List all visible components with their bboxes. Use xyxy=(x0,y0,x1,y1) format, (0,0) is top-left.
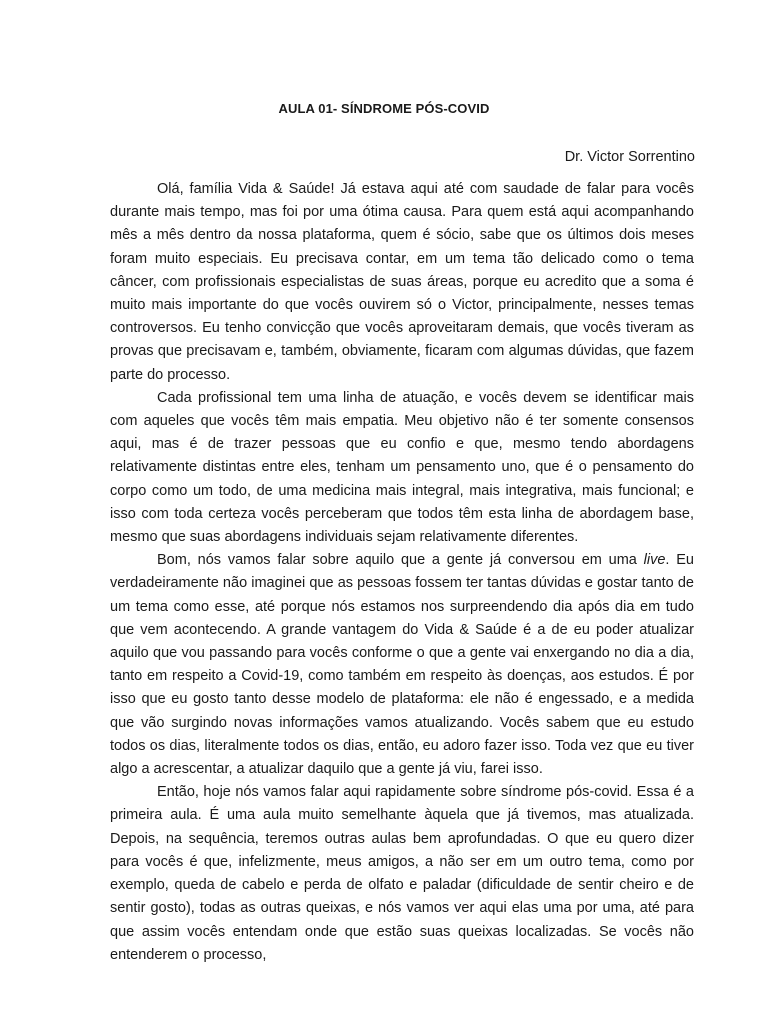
document-body xyxy=(110,178,694,967)
paragraph-3-italic-word: live xyxy=(643,552,666,569)
paragraph-3-text-end: . Eu verdadeiramente não imaginei que as pessoas fossem ter tantas dúvidas e gostar tanto de um tema como esse, até porque nós estamos nos surpreendendo dia após dia em tudo que vem acontecendo. A grande vantagem do Vida & Saúde é a de eu poder atualizar aquilo que vou passando para vocês conforme o que a gente vai enxergando no dia a dia, tanto em respeito a Covid-19, como também em respeito às doenças, aos estudos. É por isso que eu gosto tanto desse modelo de plataforma: ele não é engessado, e a medida que vão surgindo novas informações vamos atualizando. Vocês sabem que eu estudo todos os dias, literalmente todos os dias, então, eu adoro fazer isso. Toda vez que eu tiver algo a acrescentar, a atualizar daquilo que a gente já viu, farei isso. xyxy=(110,552,694,778)
paragraph-3-text-start: Bom, nós vamos falar sobre aquilo que a gente já conversou em uma xyxy=(157,552,644,569)
document-author: Dr. Victor Sorrentino xyxy=(564,149,695,165)
paragraph-3 xyxy=(110,549,694,781)
paragraph-2: Cada profissional tem uma linha de atuação, e vocês devem se identificar mais com aqueles que vocês têm mais empatia. Meu objetivo não é ter somente consensos aqui, mas é de trazer pessoas que eu confio e que, mesmo tendo abordagens relativamente distintas entre eles, tenham um pensamento uno, que é o pensamento do corpo como um todo, de uma medicina mais integral, mais integrativa, mais funcional; e isso com toda certeza vocês perceberam que todos têm esta linha de abordagem base, mesmo que suas abordagens individuais sejam relativamente diferentes. xyxy=(110,389,694,546)
paragraph-4: Então, hoje nós vamos falar aqui rapidamente sobre síndrome pós-covid. Essa é a primeira aula. É uma aula muito semelhante àquela que já tivemos, mas atualizada. Depois, na sequência, teremos outras aulas bem aprofundadas. O que eu quero dizer para vocês é que, infelizmente, meus amigos, a não ser em um outro tema, como por exemplo, queda de cabelo e perda de olfato e paladar (dificuldade de sentir cheiro e de sentir gosto), todas as outras queixas, e nós vamos ver aqui elas uma por uma, até para que assim vocês entendam onde que estão suas queixas localizadas. Se vocês não entenderem o processo, xyxy=(110,784,694,963)
paragraph-1: Olá, família Vida & Saúde! Já estava aqui até com saudade de falar para vocês durante mais tempo, mas foi por uma ótima causa. Para quem está aqui acompanhando mês a mês dentro da nossa plataforma, quem é sócio, sabe que os últimos dois meses foram muito especiais. Eu precisava contar, em um tema tão delicado como o tema câncer, com profissionais especialistas de suas áreas, porque eu acredito que a soma é muito mais importante do que vocês ouvirem só o Victor, principalmente, nesses temas controversos. Eu tenho convicção que vocês aproveitaram demais, que vocês tiveram as provas que precisavam e, também, obviamente, ficaram com algumas dúvidas, que fazem parte do processo. xyxy=(110,181,694,383)
document-title: AULA 01- SÍNDROME PÓS-COVID xyxy=(278,101,490,116)
